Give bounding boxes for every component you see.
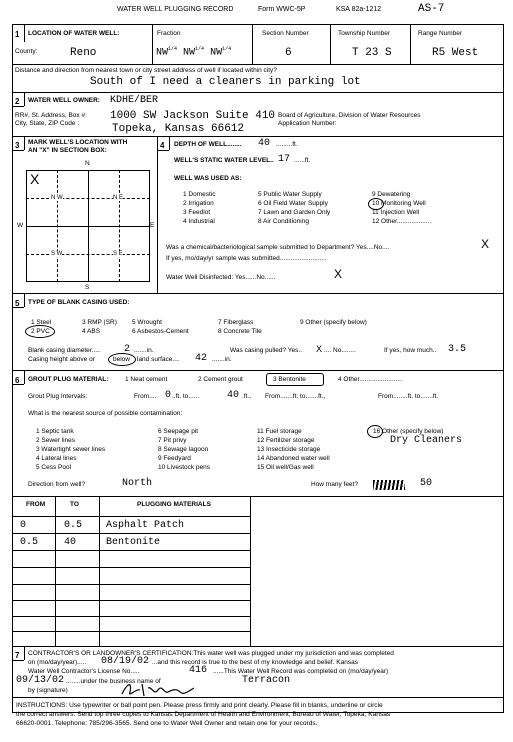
contam-option: 10 Livestock pens xyxy=(158,464,211,471)
certification-line-2a: on (mo/day/year)..... xyxy=(28,659,87,666)
table-header-materials: PLUGGING MATERIALS xyxy=(137,501,211,508)
contam-option: 8 Sewage lagoon xyxy=(158,446,209,453)
distance-value: South of I need a cleaners in parking lot xyxy=(90,76,361,88)
use-option: 1 Domestic xyxy=(183,191,216,198)
instructions-line-1: INSTRUCTIONS: Use typewriter or ball point pen. Please press firmly and print clearly. Please fill in blanks, underline or circle xyxy=(16,702,383,709)
section-4-number: 4 xyxy=(160,141,165,150)
fraction-value: $NW^{1/4}$ $NW^{1/4}$ $NW^{1/4}$ xyxy=(156,46,232,59)
grout-intervals-label: Grout Plug Intervals: xyxy=(28,393,88,400)
address-line-1: 1000 SW Jackson Suite 410 xyxy=(110,110,276,122)
instructions-line-3: 66620-0001. Telephone: 785/296-3565. Send one to Water Well Owner and retain one for your records. xyxy=(16,720,318,727)
well-used-label: WELL WAS USED AS: xyxy=(174,175,242,182)
section-6-number: 6 xyxy=(15,376,20,385)
north-label: N xyxy=(85,160,90,167)
well-location-mark: X xyxy=(30,171,40,187)
east-label: E xyxy=(150,222,155,229)
form-title: WATER WELL PLUGGING RECORD xyxy=(117,6,234,13)
casing-option-selected: 2 PVC xyxy=(31,328,50,335)
casing-option: 9 Other (specify below) xyxy=(300,319,367,326)
below-circle xyxy=(108,353,136,366)
township-number-label: Township Number xyxy=(338,30,391,37)
address-label-1: RR#, St. Address, Box #: xyxy=(15,112,87,119)
contam-option: 2 Sewer lines xyxy=(36,437,76,444)
certification-line-3b: ......This Water Well Record was completed on (mo/day/year) xyxy=(213,668,389,675)
contam-option-selected: 16 Other (specify below) xyxy=(373,428,444,435)
casing-height-label: Casing height above or xyxy=(28,356,95,363)
disinfected-label: Water Well Disinfected: Yes......No...... xyxy=(166,274,276,281)
other-circle xyxy=(367,425,383,438)
casing-option: 4 ABS xyxy=(82,328,101,335)
use-option: 12 Other................... xyxy=(372,218,432,225)
contam-option: 5 Cess Pool xyxy=(36,464,72,471)
use-option: 9 Dewatering xyxy=(372,191,411,198)
direction-value: North xyxy=(122,478,153,489)
contam-option: 14 Abandoned water well xyxy=(257,455,330,462)
table-header-to: TO xyxy=(70,501,79,508)
certification-line-4: ........under the business name of xyxy=(66,678,161,685)
nw-label: N W xyxy=(51,195,63,201)
section-2-number: 2 xyxy=(15,97,20,106)
table-cell-material: Asphalt Patch xyxy=(106,520,185,531)
range-number-label: Range Number xyxy=(418,30,463,37)
section-number-label: Section Number xyxy=(262,30,309,37)
se-label: S E xyxy=(113,251,123,257)
county-value: Reno xyxy=(70,47,97,59)
direction-label: Direction from well? xyxy=(28,481,86,488)
other-contamination-value: Dry Cleaners xyxy=(390,435,463,446)
completed-date: 09/13/02 xyxy=(16,675,65,686)
from-value: 0 xyxy=(165,390,172,401)
contam-option: 11 Fuel storage xyxy=(257,428,302,435)
how-much-value: 3.5 xyxy=(448,344,467,355)
ksa-number: KSA 82a-1212 xyxy=(336,6,382,13)
owner-label: WATER WELL OWNER: xyxy=(28,97,100,104)
casing-pulled-mark: X xyxy=(316,344,323,354)
license-number: 416 xyxy=(189,665,208,676)
address-line-2: Topeka, Kansas 66612 xyxy=(112,123,245,135)
address-label-2: City, State, ZIP Code : xyxy=(15,120,80,127)
contamination-label: What is the nearest source of possible contamination: xyxy=(28,410,183,417)
contam-option: 7 Pit privy xyxy=(158,437,187,444)
depth-value: 40 xyxy=(258,138,271,149)
diameter-label: Blank casing diameter..... xyxy=(28,347,101,354)
sample-no-mark: X xyxy=(481,237,490,251)
to-unit: .ft., xyxy=(242,393,252,400)
table-cell-to: 40 xyxy=(64,537,77,548)
casing-option: 7 Fiberglass xyxy=(218,319,254,326)
casing-option: 6 Asbestos-Cement xyxy=(132,328,189,335)
diameter-unit: .......in. xyxy=(134,347,154,354)
contam-option: 6 Seepage pit xyxy=(158,428,199,435)
location-label: LOCATION OF WATER WELL: xyxy=(28,30,120,37)
use-option: 8 Air Conditioning xyxy=(258,218,309,225)
contam-option: 13 Insecticide storage xyxy=(257,446,321,453)
pvc-circle xyxy=(25,325,55,338)
static-level-value: 17 xyxy=(278,154,291,165)
sample-date-label: If yes, mo/day/yr sample was submitted.......................... xyxy=(166,255,327,262)
signature-label: by (signature) xyxy=(28,687,68,694)
casing-height-unit: .......in. xyxy=(212,356,232,363)
section-value: 6 xyxy=(285,47,292,59)
contam-option: 3 Watertight sewer lines xyxy=(36,446,106,453)
diameter-value: 2 xyxy=(124,344,131,355)
how-many-feet-value: 50 xyxy=(420,478,433,489)
interval-3: From........ft. to.......ft. xyxy=(378,393,439,400)
form-border xyxy=(12,24,504,713)
casing-pulled-no: .... No........ xyxy=(324,347,356,354)
static-level-unit: ......ft. xyxy=(294,157,311,164)
table-cell-to: 0.5 xyxy=(64,520,83,531)
use-option: 7 Lawn and Garden Only xyxy=(258,209,331,216)
use-option: 6 Oil Field Water Supply xyxy=(258,200,328,207)
section-7-number: 7 xyxy=(15,651,20,660)
application-label: Application Number: xyxy=(278,120,337,127)
grout-option: 4 Other........................ xyxy=(338,376,403,383)
contam-option: 9 Feedyard xyxy=(158,455,191,462)
static-level-label: WELL'S STATIC WATER LEVEL.. xyxy=(174,157,274,164)
mark-location-label-2: AN "X" IN SECTION BOX: xyxy=(28,147,107,154)
south-label: S xyxy=(85,284,90,291)
table-cell-material: Bentonite xyxy=(106,537,161,548)
grout-option-selected: 3 Bentonite xyxy=(273,376,306,383)
certification-line-1: CONTRACTOR'S OR LANDOWNER'S CERTIFICATION:This water well was plugged under my jurisdiction and was completed xyxy=(28,650,394,657)
use-option: 4 Industrial xyxy=(183,218,215,225)
certification-line-2b: ...and this record is true to the best of my knowledge and belief. Kansas xyxy=(152,659,358,666)
range-value: R5 West xyxy=(432,47,479,59)
bentonite-circle xyxy=(266,373,324,386)
contam-option: 1 Septic tank xyxy=(36,428,74,435)
instructions-line-2: the correct answers. Send top three copies to Kansas Department of Health and Environment, Bureau of Water, Topeka, Kansas xyxy=(16,711,391,718)
to-value: 40 xyxy=(227,390,240,401)
section-1-number: 1 xyxy=(15,30,20,39)
township-value: T 23 S xyxy=(352,47,392,59)
casing-type-label: TYPE OF BLANK CASING USED: xyxy=(28,299,130,306)
mark-location-label-1: MARK WELL'S LOCATION WITH xyxy=(28,139,128,146)
casing-option: 3 RMP (SR) xyxy=(82,319,117,326)
owner-value: KDHE/BER xyxy=(110,95,159,106)
casing-option: 8 Concrete Tile xyxy=(218,328,262,335)
use-option: 11 Injection Well xyxy=(372,209,420,216)
table-header-from: FROM xyxy=(26,501,46,508)
depth-unit: .........ft. xyxy=(276,141,298,148)
contam-option: 12 Fertilizer storage xyxy=(257,437,315,444)
west-label: W xyxy=(17,222,24,229)
below-option-selected: below xyxy=(113,356,130,363)
plugged-date: 08/19/02 xyxy=(101,656,150,667)
county-label: County: xyxy=(15,48,38,55)
table-cell-from: 0.5 xyxy=(20,537,39,548)
fraction-label: Fraction xyxy=(157,30,181,37)
grout-material-label: GROUT PLUG MATERIAL: xyxy=(28,376,109,383)
contam-option: 15 Oil well/Gas well xyxy=(257,464,314,471)
grout-option: 1 Neat cement xyxy=(125,376,168,383)
business-name: Terracon xyxy=(242,675,291,686)
land-surface-label: land surface.... xyxy=(137,356,180,363)
section-3-number: 3 xyxy=(15,141,20,150)
form-code: Form WWC-5P xyxy=(258,6,306,13)
to-label: ..ft. to...... xyxy=(172,393,200,400)
sample-question: Was a chemical/bacteriological sample submitted to Department? Yes....No.... xyxy=(166,244,390,251)
contam-option: 4 Lateral lines xyxy=(36,455,77,462)
how-many-feet-label: How many feet? xyxy=(311,481,358,488)
section-5-number: 5 xyxy=(15,299,20,308)
use-option: 5 Public Water Supply xyxy=(258,191,322,198)
casing-option: 1 Steel xyxy=(31,319,52,326)
grout-option: 2 Cement grout xyxy=(198,376,243,383)
ne-label: N E xyxy=(113,195,124,201)
interval-2: From.......ft. to.......ft., xyxy=(265,393,326,400)
table-cell-from: 0 xyxy=(20,520,27,531)
scribble-mark xyxy=(373,480,405,490)
casing-pulled-label: Was casing pulled? Yes.. xyxy=(230,347,303,354)
casing-option: 5 Wrought xyxy=(132,319,162,326)
use-option-selected: 10 Monitoring Well xyxy=(372,200,426,207)
use-option: 2 Irrigation xyxy=(183,200,214,207)
casing-height-value: 42 xyxy=(195,353,208,364)
disinfected-no-mark: X xyxy=(334,267,343,281)
use-option: 3 Feedlot xyxy=(183,209,211,216)
board-label: Board of Agriculture, Division of Water Resources xyxy=(278,112,421,119)
record-id: AS-7 xyxy=(418,3,445,15)
sw-label: S W xyxy=(51,251,63,257)
how-much-label: If yes, how much.. xyxy=(384,347,437,354)
certification-line-3a: Water Well Contractor's License No..... xyxy=(28,668,140,675)
distance-label: Distance and direction from nearest town or city street address of well if located within city? xyxy=(15,67,277,74)
from-label: From.... xyxy=(134,393,157,400)
depth-label: DEPTH OF WELL........ xyxy=(174,141,242,148)
